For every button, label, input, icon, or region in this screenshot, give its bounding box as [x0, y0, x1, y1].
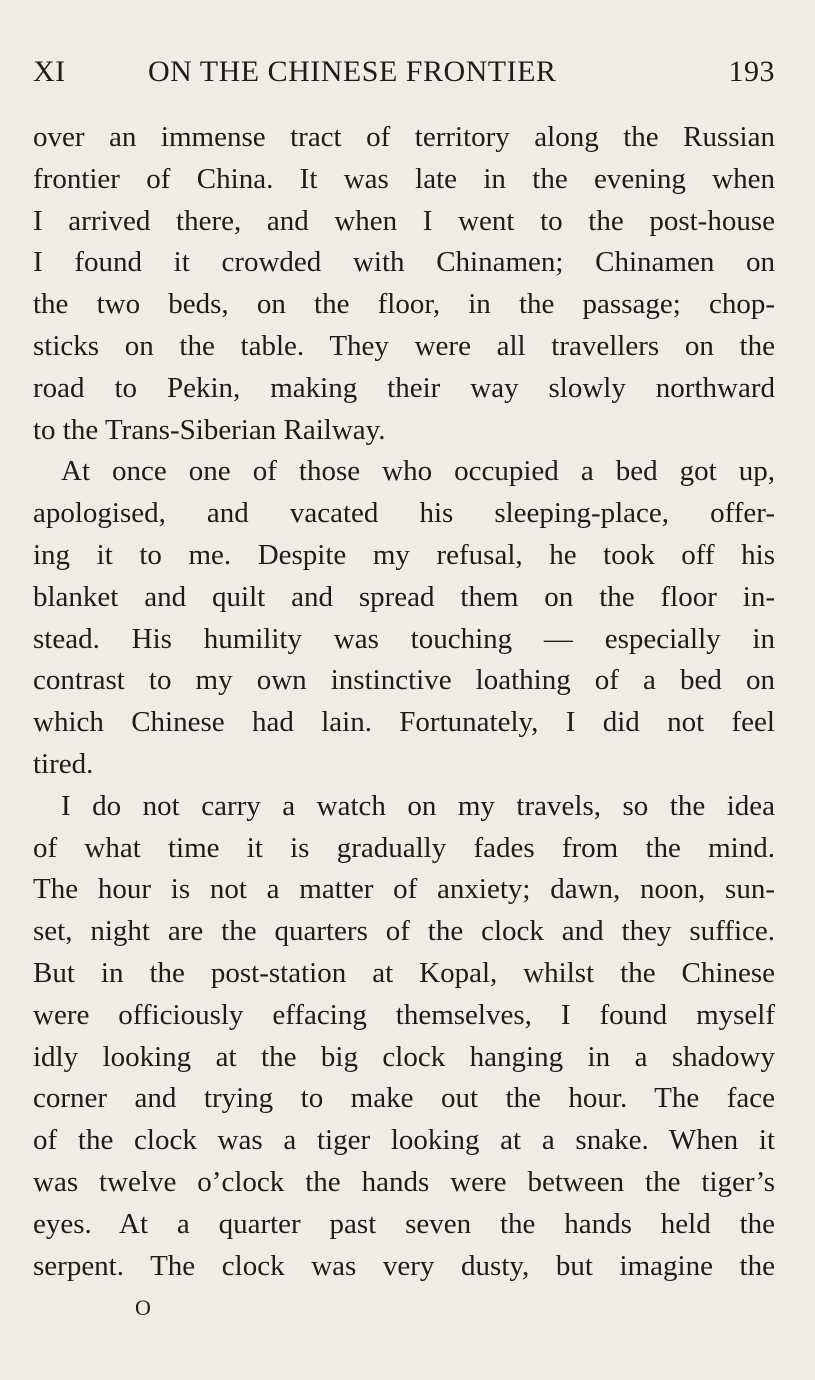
text-line: which Chinese had lain. Fortunately, I did not feel: [33, 706, 775, 739]
paragraph-1: [33, 117, 775, 451]
text-line: eyes. At a quarter past seven the hands held the: [33, 1207, 775, 1240]
text-line: was twelve o’clock the hands were between the tiger’s: [33, 1165, 775, 1198]
text-line: The hour is not a matter of anxiety; dawn, noon, sun-: [33, 873, 775, 906]
text-line: idly looking at the big clock hanging in a shadowy: [33, 1040, 775, 1073]
text-line: to the Trans-Siberian Railway.: [33, 413, 386, 446]
page-number: 193: [728, 55, 775, 88]
text-line: road to Pekin, making their way slowly northward: [33, 371, 775, 404]
text-line: over an immense tract of territory along the Russian: [33, 121, 775, 153]
paragraph-2: [33, 451, 775, 785]
text-line: ing it to me. Despite my refusal, he took off his: [33, 538, 775, 571]
text-line: I arrived there, and when I went to the post-house: [33, 204, 775, 237]
text-line: But in the post-station at Kopal, whilst the Chinese: [33, 956, 775, 989]
text-line: tired.: [33, 747, 94, 780]
text-line: of the clock was a tiger looking at a snake. When it: [33, 1124, 775, 1157]
chapter-title: ON THE CHINESE FRONTIER: [148, 55, 557, 88]
text-line: blanket and quilt and spread them on the floor in-: [33, 580, 775, 613]
text-line: At once one of those who occupied a bed got up,: [61, 455, 775, 488]
paragraph-3: [33, 786, 775, 1288]
text-line: were officiously effacing themselves, I found myself: [33, 998, 775, 1031]
text-line: serpent. The clock was very dusty, but imagine the: [33, 1249, 775, 1282]
text-line: stead. His humility was touching — especially in: [33, 622, 775, 655]
text-line: sticks on the table. They were all travellers on the: [33, 329, 775, 362]
text-line: apologised, and vacated his sleeping-place, offer-: [33, 497, 775, 530]
text-line: frontier of China. It was late in the evening when: [33, 162, 775, 195]
text-line: set, night are the quarters of the clock and they suffice.: [33, 915, 775, 948]
running-head: [33, 52, 775, 92]
chapter-number: XI: [33, 55, 66, 88]
signature-mark: O: [135, 1295, 151, 1320]
text-line: of what time it is gradually fades from the mind.: [33, 831, 775, 864]
text-line: I found it crowded with Chinamen; Chinamen on: [33, 246, 775, 279]
body-text: [33, 117, 775, 1287]
text-line: the two beds, on the floor, in the passage; chop-: [33, 288, 775, 321]
text-line: contrast to my own instinctive loathing of a bed on: [33, 664, 775, 697]
text-line: I do not carry a watch on my travels, so the idea: [61, 789, 775, 822]
text-line: corner and trying to make out the hour. The face: [33, 1082, 775, 1115]
